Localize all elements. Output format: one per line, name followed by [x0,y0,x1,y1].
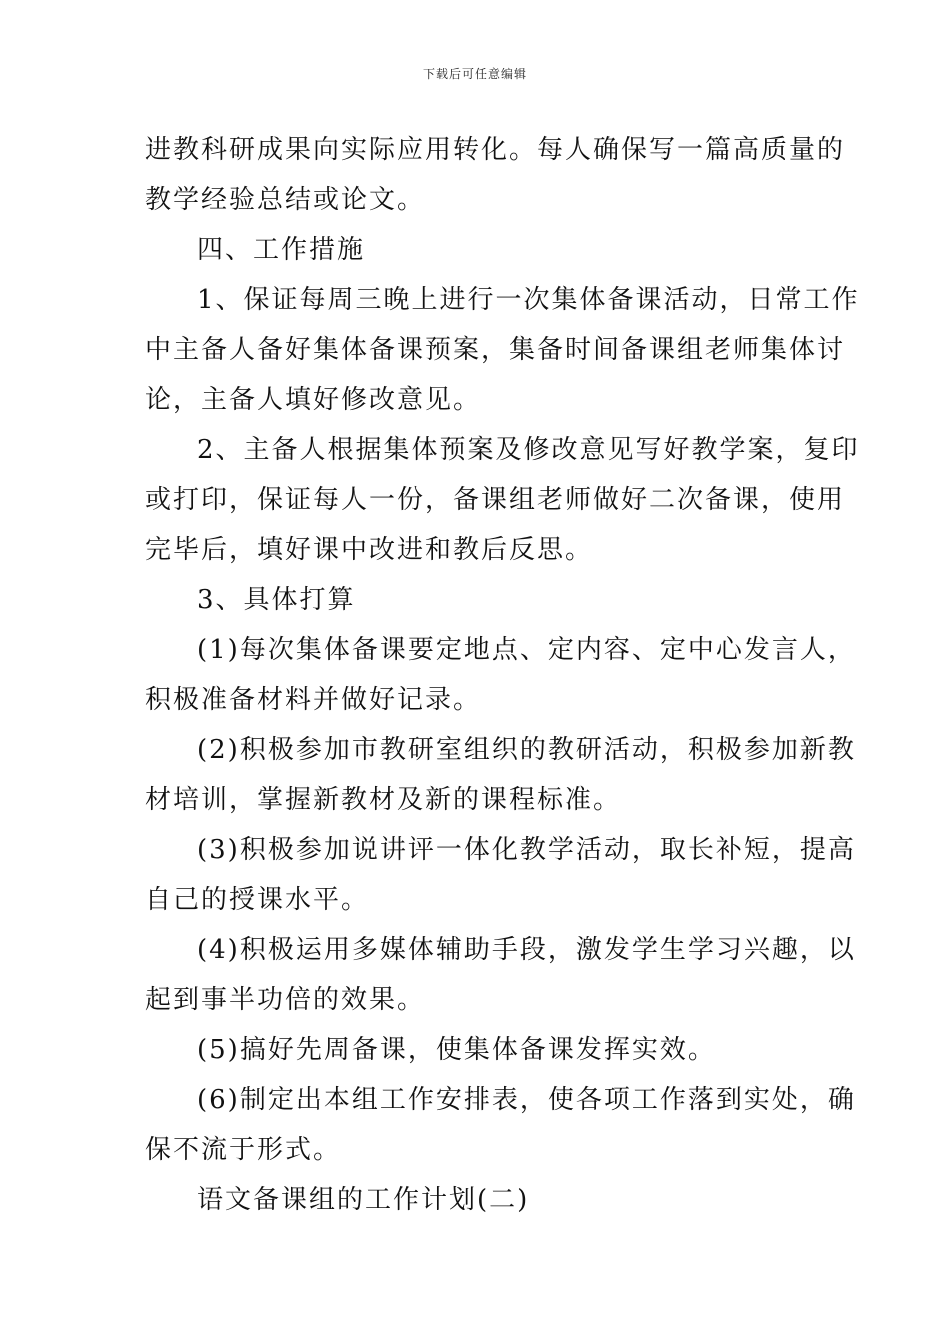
text-line: (6)制定出本组工作安排表，使各项工作落到实处，确 [197,1085,856,1115]
text-line: (4)积极运用多媒体辅助手段，激发学生学习兴趣，以 [197,935,856,965]
text-line: 中主备人备好集体备课预案，集备时间备课组老师集体讨 [145,335,846,365]
text-line: (5)搞好先周备课，使集体备课发挥实效。 [197,1035,716,1065]
text-line: (1)每次集体备课要定地点、定内容、定中心发言人， [197,635,856,665]
subsection-heading: 3、具体打算 [197,585,356,615]
text-line: 保不流于形式。 [145,1135,342,1165]
text-line: (2)积极参加市教研室组织的教研活动，积极参加新教 [197,735,856,765]
section-heading: 四、工作措施 [197,235,366,265]
text-line: 1、保证每周三晚上进行一次集体备课活动，日常工作 [197,285,860,315]
text-line: (3)积极参加说讲评一体化教学活动，取长补短，提高 [197,835,856,865]
text-line: 教学经验总结或论文。 [145,185,426,215]
text-line: 自己的授课水平。 [145,885,370,915]
document-body [145,125,860,1225]
text-line: 起到事半功倍的效果。 [145,985,426,1015]
text-line: 积极准备材料并做好记录。 [145,685,482,715]
text-line: 论，主备人填好修改意见。 [145,385,482,415]
text-line: 进教科研成果向实际应用转化。每人确保写一篇高质量的 [145,135,846,165]
document-title: 语文备课组的工作计划(二) [197,1185,530,1215]
page-header: 下载后可任意编辑 [422,67,527,81]
text-line: 或打印，保证每人一份，备课组老师做好二次备课，使用 [145,485,846,515]
text-line: 材培训，掌握新教材及新的课程标准。 [145,785,622,815]
text-line: 2、主备人根据集体预案及修改意见写好教学案，复印 [197,435,860,465]
text-line: 完毕后，填好课中改进和教后反思。 [145,535,594,565]
